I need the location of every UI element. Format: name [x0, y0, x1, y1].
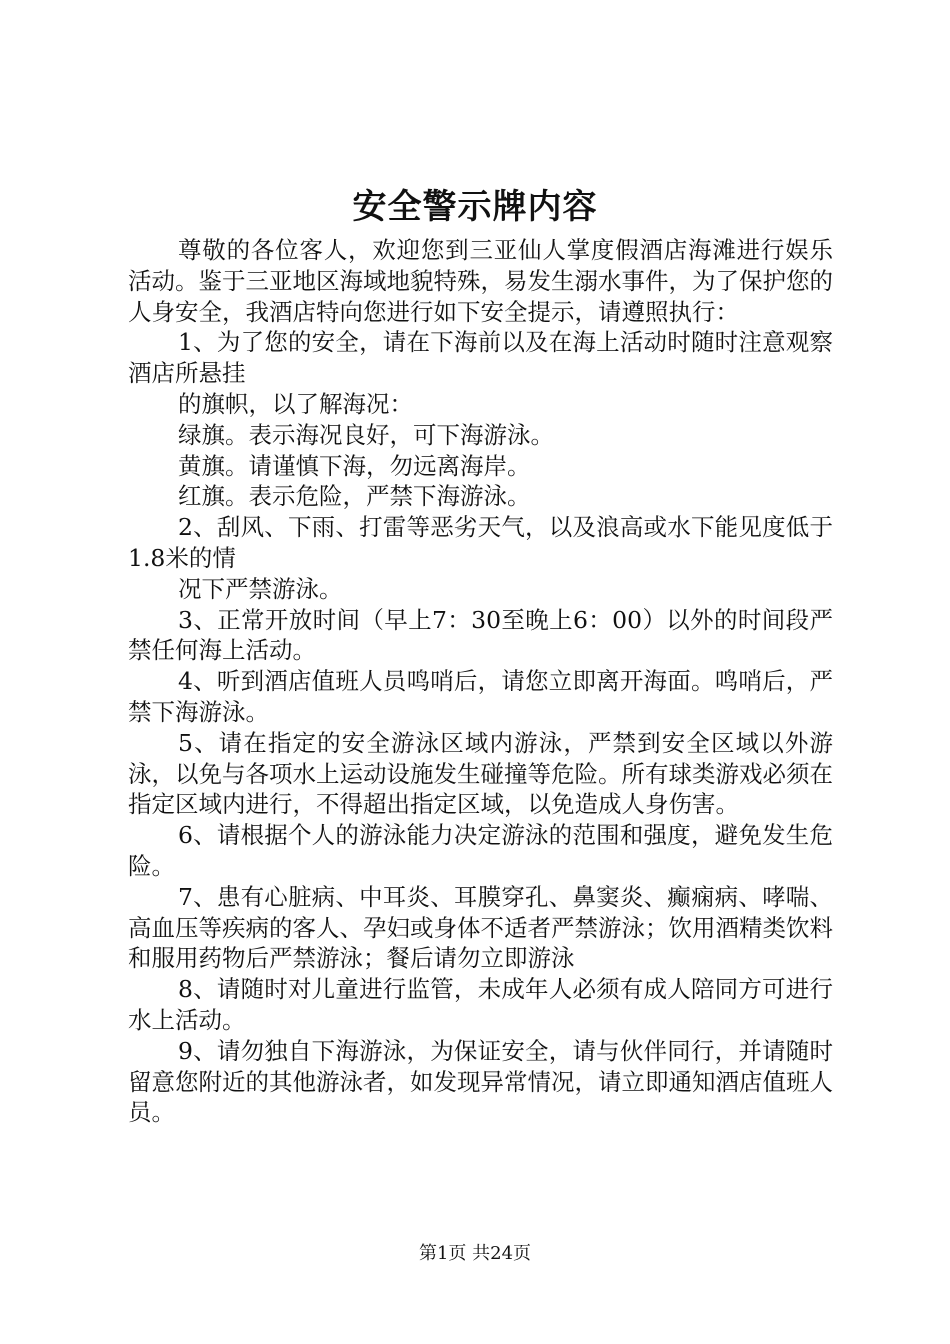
rule-3-paragraph: 3、正常开放时间（早上7：30至晚上6：00）以外的时间段严禁任何海上活动。: [128, 605, 833, 665]
rule-5-paragraph: 5、请在指定的安全游泳区域内游泳，严禁到安全区域以外游泳，以免与各项水上运动设施发生碰撞等危险。所有球类游戏必须在指定区域内进行，不得超出指定区域，以免造成人身伤害。: [128, 728, 833, 819]
rule-1-continuation: 的旗帜，以了解海况：: [178, 389, 413, 418]
rule-6-paragraph: 6、请根据个人的游泳能力决定游泳的范围和强度，避免发生危险。: [128, 821, 833, 880]
rule-1-paragraph: 1、为了您的安全，请在下海前以及在海上活动时随时注意观察酒店所悬挂: [128, 328, 833, 388]
yellow-flag-line: 黄旗。请谨慎下海，勿远离海岸。: [178, 451, 531, 480]
document-body: [128, 235, 833, 1128]
rule-2-continuation: 况下严禁游泳。: [178, 574, 343, 603]
page-title: 安全警示牌内容: [352, 187, 598, 227]
rule-8-paragraph: 8、请随时对儿童进行监管，未成年人必须有成人陪同方可进行水上活动。: [128, 975, 833, 1034]
rule-7-paragraph: 7、患有心脏病、中耳炎、耳膜穿孔、鼻窦炎、癫痫病、哮喘、高血压等疾病的客人、孕妇或身体不适者严禁游泳；饮用酒精类饮料和服用药物后严禁游泳；餐后请勿立即游泳: [128, 882, 833, 973]
rule-4-paragraph: 4、听到酒店值班人员鸣哨后，请您立即离开海面。鸣哨后，严禁下海游泳。: [128, 667, 833, 726]
green-flag-line: 绿旗。表示海况良好，可下海游泳。: [178, 420, 554, 449]
rule-9-paragraph: 9、请勿独自下海游泳，为保证安全，请与伙伴同行，并请随时留意您附近的其他游泳者，如发现异常情况，请立即通知酒店值班人员。: [128, 1036, 833, 1127]
intro-paragraph: 尊敬的各位客人，欢迎您到三亚仙人掌度假酒店海滩进行娱乐活动。鉴于三亚地区海域地貌特殊，易发生溺水事件，为了保护您的人身安全，我酒店特向您进行如下安全提示，请遵照执行：: [128, 236, 833, 326]
page-footer: 第1页 共24页: [418, 1243, 532, 1264]
rule-2-paragraph: 2、刮风、下雨、打雷等恶劣天气，以及浪高或水下能见度低于1.8米的情: [128, 513, 833, 572]
red-flag-line: 红旗。表示危险，严禁下海游泳。: [178, 482, 531, 511]
